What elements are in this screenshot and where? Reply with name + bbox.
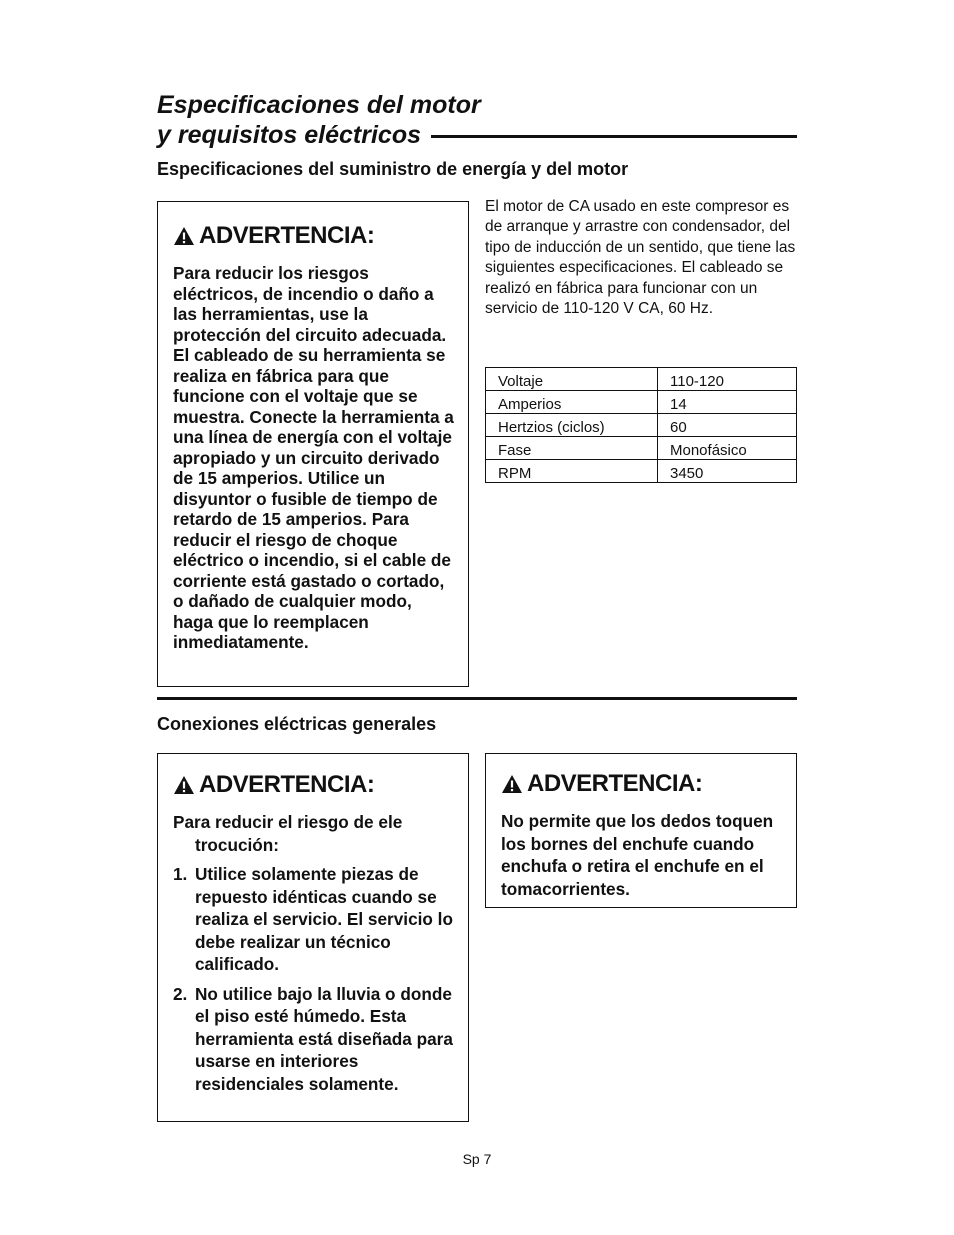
step-number: 2. bbox=[173, 983, 188, 1004]
warning-header bbox=[501, 770, 786, 798]
warning-box-shock bbox=[157, 753, 469, 1122]
spec-row bbox=[486, 437, 797, 460]
title-rule bbox=[431, 135, 797, 138]
section-divider bbox=[157, 697, 797, 700]
spec-label: Voltaje bbox=[486, 368, 658, 391]
warning-triangle-icon bbox=[173, 226, 195, 246]
warning-label: ADVERTENCIA: bbox=[199, 222, 375, 249]
warning-box-plug bbox=[485, 753, 797, 908]
section1-heading: Especificaciones del suministro de energía y del motor bbox=[157, 159, 629, 179]
spec-label: Fase bbox=[486, 437, 658, 460]
step-number: 1. bbox=[173, 864, 188, 884]
warning-text: Para reducir los riesgos eléctricos, de incendio o daño a las herramientas, use la protección del circuito adecuada. El cableado de su herramienta se realiza en fábrica para que funcione con el voltaje que se muestra. Conecte la herramienta a una línea de energía con el voltaje apropiado y un circuito derivado de 15 amperios. Utilice un disyuntor o fusible de tiempo de retardo de 15 amperios. Para reducir el riesgo de choque eléctrico o incendio, si el cable de corriente está gastado o cortado, o dañado de cualquier modo, haga que lo reemplacen inmediatamente. bbox=[173, 263, 454, 652]
section2-heading: Conexiones eléctricas generales bbox=[157, 714, 437, 734]
warning-label: ADVERTENCIA: bbox=[527, 770, 703, 797]
spec-row bbox=[486, 460, 797, 483]
warning-step bbox=[173, 863, 458, 976]
warning-header bbox=[173, 222, 454, 250]
page-title-line2: y requisitos eléctricos bbox=[157, 121, 422, 149]
warning-plug-text: No permite que los dedos toquen los bornes del enchufe cuando enchufa o retira el enchufe en el tomacorrientes. bbox=[501, 811, 774, 899]
warning-triangle-icon bbox=[173, 775, 195, 795]
warning-shock-body bbox=[173, 811, 458, 1095]
page-title bbox=[157, 90, 797, 150]
motor-intro-text: El motor de CA usado en este compresor es de arranque y arrastre con condensador, del tipo de inducción de un sentido, que tiene las siguientes especificaciones. El cableado se realizó en fábrica para funcionar con un servicio de 110-120 V CA, 60 Hz. bbox=[485, 198, 796, 318]
warning-intro-line2: trocución: bbox=[195, 834, 280, 855]
spec-label: RPM bbox=[486, 460, 658, 483]
warning-triangle-icon bbox=[501, 774, 523, 794]
warning-header bbox=[173, 771, 458, 799]
warning-steps-list bbox=[173, 863, 458, 1095]
spec-value: 14 bbox=[658, 391, 797, 414]
step-text: No utilice bajo la lluvia o donde el piso esté húmedo. Esta herramienta está diseñada para usarse en interiores residenciales solamente. bbox=[195, 983, 453, 1094]
spec-label: Amperios bbox=[486, 391, 658, 414]
warning-step bbox=[173, 983, 458, 1096]
spec-value: 3450 bbox=[658, 460, 797, 483]
step-text: Utilice solamente piezas de repuesto idénticas cuando se realiza el servicio. El servicio lo debe realizar un técnico calificado. bbox=[195, 864, 453, 974]
warning-box-power bbox=[157, 201, 469, 687]
page-number: Sp 7 bbox=[462, 1151, 492, 1167]
spec-row bbox=[486, 391, 797, 414]
spec-value: 60 bbox=[658, 414, 797, 437]
page-title-line1: Especificaciones del motor bbox=[157, 91, 481, 119]
spec-row bbox=[486, 368, 797, 391]
spec-value: 110-120 bbox=[658, 368, 797, 391]
motor-specs-table bbox=[485, 367, 797, 483]
warning-label: ADVERTENCIA: bbox=[199, 771, 375, 798]
warning-intro-line1: Para reducir el riesgo de ele bbox=[173, 812, 403, 832]
spec-row bbox=[486, 414, 797, 437]
spec-label: Hertzios (ciclos) bbox=[486, 414, 658, 437]
spec-value: Monofásico bbox=[658, 437, 797, 460]
